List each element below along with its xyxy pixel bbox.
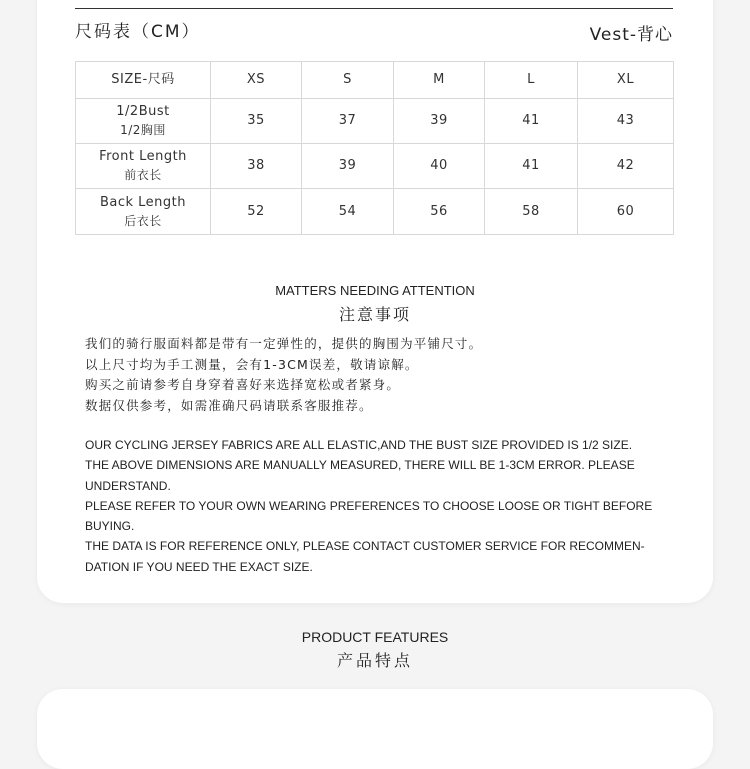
table-cell: 56 (394, 189, 485, 235)
table-cell: 39 (394, 99, 485, 144)
row-label-en: Front Length (99, 149, 187, 164)
table-cell: 41 (485, 99, 578, 144)
row-label (76, 99, 211, 144)
row-label (76, 144, 211, 189)
table-row (76, 144, 674, 189)
product-features-card (37, 689, 713, 769)
notes-en (85, 435, 670, 577)
note-en-line: OUR CYCLING JERSEY FABRICS ARE ALL ELASTIC,AND THE BUST SIZE PROVIDED IS 1/2 SIZE. (85, 438, 633, 452)
header-cell: L (485, 62, 578, 99)
table-cell: 35 (211, 99, 302, 144)
table-cell: 40 (394, 144, 485, 189)
header-cell-size: SIZE-尺码 (76, 62, 211, 99)
note-cn-line: 购买之前请参考自身穿着喜好来选择宽松或者紧身。 (85, 377, 401, 392)
table-cell: 37 (302, 99, 394, 144)
row-label-cn: 前衣长 (124, 168, 162, 182)
table-cell: 54 (302, 189, 394, 235)
row-label-en: 1/2Bust (116, 104, 170, 119)
row-label-cn: 1/2胸围 (120, 123, 166, 137)
note-cn-line: 以上尺寸均为手工测量，会有1-3CM误差，敬请谅解。 (85, 356, 419, 372)
matters-title-cn: 注意事项 (338, 305, 411, 324)
note-cn-line: 数据仅供参考，如需准确尺码请联系客服推荐。 (85, 397, 373, 413)
table-row (76, 189, 674, 235)
matters-title-en: MATTERS NEEDING ATTENTION (275, 283, 475, 298)
table-cell: 42 (578, 144, 674, 189)
header-cell: XS (211, 62, 302, 99)
table-cell: 60 (578, 189, 674, 235)
note-cn-line: 我们的骑行服面料都是带有一定弹性的，提供的胸围为平铺尺寸。 (85, 336, 483, 351)
notes-cn (85, 334, 685, 416)
title-divider (75, 8, 673, 9)
table-cell: 41 (485, 144, 578, 189)
header-cell: XL (578, 62, 674, 99)
table-cell: 43 (578, 99, 674, 144)
table-cell: 39 (302, 144, 394, 189)
table-cell: 38 (211, 144, 302, 189)
note-en-line: THE DATA IS FOR REFERENCE ONLY, PLEASE CONTACT CUSTOMER SERVICE FOR RECOMMEN-DATION IF YOU NEED THE EXACT SIZE. (85, 539, 645, 574)
product-type-label: Vest-背心 (589, 25, 673, 45)
size-chart-table (75, 61, 674, 235)
note-en-line: PLEASE REFER TO YOUR OWN WEARING PREFERENCES TO CHOOSE LOOSE OR TIGHT BEFORE BUYING. (85, 498, 653, 534)
features-title-cn: 产品特点 (336, 651, 413, 670)
row-label (76, 189, 211, 235)
table-header-row (76, 62, 674, 99)
table-cell: 58 (485, 189, 578, 235)
features-title-en: PRODUCT FEATURES (301, 629, 449, 645)
row-label-en: Back Length (99, 194, 187, 210)
header-cell: M (394, 62, 485, 99)
size-chart-title: 尺码表（CM） (75, 22, 201, 42)
table-row (76, 99, 674, 144)
note-en-line: THE ABOVE DIMENSIONS ARE MANUALLY MEASURED, THERE WILL BE 1-3CM ERROR. PLEASE UNDERSTAND. (85, 458, 635, 493)
table-cell: 52 (211, 189, 302, 235)
header-cell: S (302, 62, 394, 99)
row-label-cn: 后衣长 (124, 213, 162, 228)
